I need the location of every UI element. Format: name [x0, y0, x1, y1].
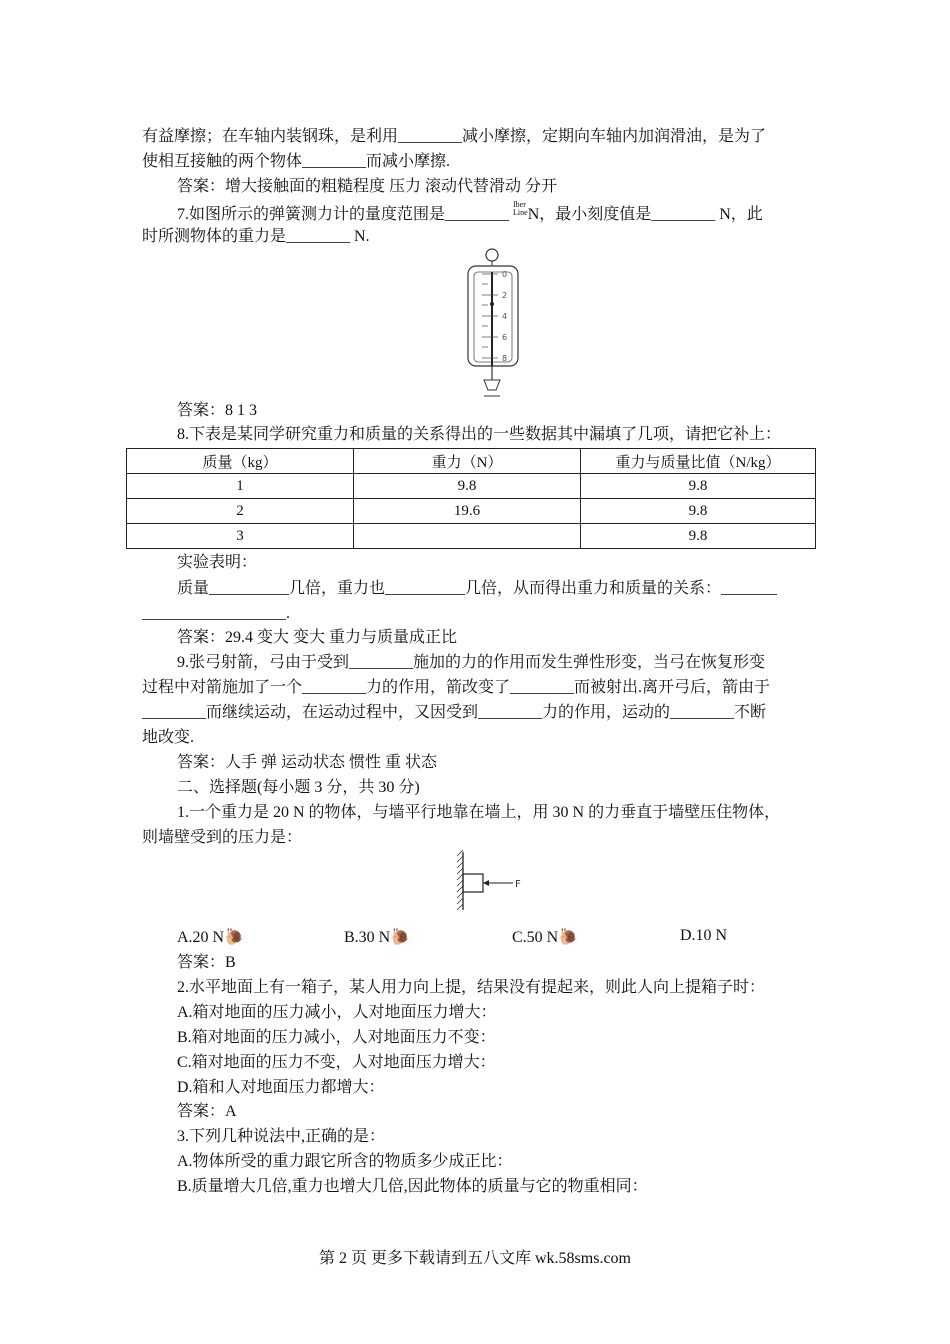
spring-scale-figure [462, 246, 524, 398]
text-line: 实验表明： [177, 554, 258, 571]
question-8: 8.下表是某同学研究重力和质量的关系得出的一些数据其中漏填了几项，请把它补上： [177, 426, 782, 443]
wall-force-figure [455, 850, 535, 912]
text-line: 使相互接触的两个物体________而减小摩擦. [142, 153, 451, 170]
option-line: C.箱对地面的压力不变，人对地面压力增大： [177, 1054, 496, 1071]
option-a: A.20 N🐌 [177, 929, 245, 946]
question-7 [177, 201, 763, 226]
data-table [126, 448, 816, 549]
table-row [127, 474, 816, 499]
answer-line: 答案：B [177, 954, 236, 971]
scale-tick-label: 2 [502, 291, 508, 300]
option-line: A.物体所受的重力跟它所含的物质多少成正比： [177, 1153, 513, 1170]
question-9-line: 地改变. [142, 729, 195, 746]
question-7-part1: 7.如图所示的弹簧测力计的量度范围是________ [177, 206, 514, 223]
option-line: D.箱和人对地面压力都增大： [177, 1079, 385, 1096]
garbled-superscript: Iber Line [513, 200, 528, 217]
table-header: 重力（N） [354, 449, 581, 474]
text-line: __________________. [142, 605, 290, 622]
scale-tick-label: 4 [502, 312, 508, 321]
option-line: A.箱对地面的压力减小，人对地面压力增大： [177, 1004, 497, 1021]
table-cell: 2 [127, 499, 354, 524]
scale-tick-label: 0 [502, 270, 508, 279]
answer-line: 答案：增大接触面的粗糙程度 压力 滚动代替滑动 分开 [177, 178, 558, 195]
choice-question-1: 1.一个重力是 20 N 的物体，与墙平行地靠在墙上，用 30 N 的力垂直于墙壁压住物体， [177, 804, 781, 821]
table-cell: 19.6 [354, 499, 581, 524]
table-row [127, 524, 816, 549]
question-9-line: ________而继续运动，在运动过程中，又因受到________力的作用，运动的________不断 [142, 704, 767, 721]
table-cell: 9.8 [581, 524, 816, 549]
choice-question-1-line2: 则墙壁受到的压力是： [142, 829, 303, 846]
scale-tick-label: 6 [502, 333, 508, 342]
text-line: 质量__________几倍，重力也__________几倍，从而得出重力和质量的关系：_______ [177, 580, 778, 597]
answer-line: 答案：29.4 变大 变大 重力与质量成正比 [177, 629, 458, 646]
table-header: 质量（kg） [127, 449, 354, 474]
section-heading: 二、选择题(每小题 3 分，共 30 分) [177, 779, 420, 796]
table-cell [354, 524, 581, 549]
scale-tick-label: 8 [502, 354, 508, 363]
choice-question-3: 3.下列几种说法中,正确的是： [177, 1128, 386, 1145]
table-cell: 9.8 [354, 474, 581, 499]
option-b: B.30 N🐌 [344, 929, 411, 946]
question-7-part2: N，最小刻度值是________ N，此 [527, 206, 763, 223]
table-row [127, 499, 816, 524]
choice-question-2: 2.水平地面上有一箱子，某人用力向上提，结果没有提起来，则此人向上提箱子时： [177, 979, 766, 996]
garbled-glyph-icon: 🐌 [390, 929, 411, 946]
question-9: 9.张弓射箭，弓由于受到________施加的力的作用而发生弹性形变，当弓在恢复形变 [177, 654, 766, 671]
text-line: 有益摩擦；在车轴内装钢珠，是利用________减小摩擦，定期向车轴内加润滑油，是为了 [142, 128, 767, 145]
question-7-line2: 时所测物体的重力是________ N. [142, 228, 370, 245]
option-c: C.50 N🐌 [512, 929, 579, 946]
table-cell: 3 [127, 524, 354, 549]
table-header-row [127, 449, 816, 474]
option-line: B.箱对地面的压力减小，人对地面压力不变： [177, 1029, 496, 1046]
answer-line: 答案：人手 弹 运动状态 惯性 重 状态 [177, 754, 438, 771]
table-cell: 1 [127, 474, 354, 499]
garbled-glyph-icon: 🐌 [558, 929, 579, 946]
force-label: F [515, 879, 521, 890]
table-cell: 9.8 [581, 499, 816, 524]
question-9-line: 过程中对箭施加了一个________力的作用，箭改变了________而被射出.离开弓后，箭由于 [142, 679, 771, 696]
table-cell: 9.8 [581, 474, 816, 499]
answer-line: 答案：A [177, 1103, 237, 1120]
option-d: D.10 N [680, 927, 728, 944]
page-footer: 第 2 页 更多下载请到五八文库 wk.58sms.com [318, 1250, 631, 1267]
answer-line: 答案：8 1 3 [177, 402, 258, 419]
garbled-glyph-icon: 🐌 [224, 929, 245, 946]
option-line: B.质量增大几倍,重力也增大几倍,因此物体的质量与它的物重相同： [177, 1178, 648, 1195]
table-header: 重力与质量比值（N/kg） [581, 449, 816, 474]
